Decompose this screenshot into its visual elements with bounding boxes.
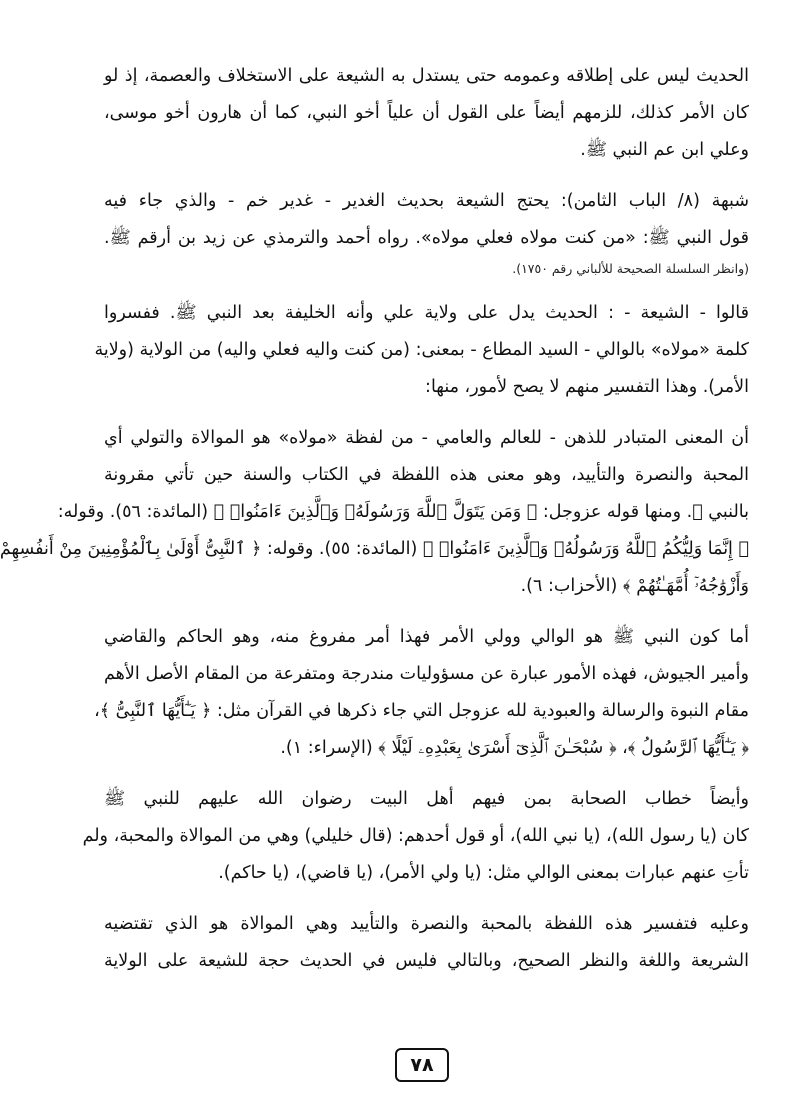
text-line: بالنبي ﷺ. ومنها قوله عزوجل: ﴿ وَمَن يَتَوَلَّ ٱللَّهَ وَرَسُولَهُۥ وَٱلَّذِينَ ءَامَنُوا۟ ﴾ (المائدة: ٥٦). وقوله: bbox=[57, 502, 749, 522]
text-line: ﴿ يَـٰٓأَيُّهَا ٱلرَّسُولُ ﴾، ﴿ سُبْحَـٰنَ ٱلَّذِىٓ أَسْرَىٰ بِعَبْدِهِۦ لَيْلًا ﴾ (الإسراء: ١). bbox=[280, 738, 749, 758]
paragraph-3 bbox=[94, 295, 749, 406]
paragraph-4 bbox=[0, 420, 749, 605]
text-line: كلمة «مولاه» بالوالي - السيد المطاع - بمعنى: (من كنت واليه فعلي واليه) من الولاية (ولاية bbox=[94, 340, 749, 360]
paragraph-2 bbox=[104, 183, 749, 281]
text-line: وعليه فتفسير هذه اللفظة بالمحبة والنصرة والتأييد وهي الموالاة هو الذي تقتضيه bbox=[104, 914, 749, 934]
text-line: وَأَزْوَٰجُهُۥٓ أُمَّهَـٰتُهُمْ ﴾ (الأحزاب: ٦). bbox=[520, 576, 749, 596]
paragraph-6 bbox=[82, 781, 749, 892]
page-number: ٧٨ bbox=[395, 1048, 449, 1082]
text-line: وعلي ابن عم النبي ﷺ. bbox=[580, 140, 749, 160]
text-line: المحبة والنصرة والتأييد، وهو معنى هذه اللفظة في الكتاب والسنة حين تأتي مقرونة bbox=[104, 465, 749, 485]
text-line: الشريعة واللغة والنظر الصحيح، وبالتالي فليس في الحديث حجة للشيعة على الولاية bbox=[104, 951, 749, 971]
paragraph-7 bbox=[104, 906, 749, 980]
text-line: الأمر). وهذا التفسير منهم لا يصح لأمور، منها: bbox=[425, 377, 749, 397]
text-line: وأيضاً خطاب الصحابة بمن فيهم أهل البيت رضوان الله عليهم للنبي ﷺ bbox=[104, 789, 749, 809]
paragraph-5 bbox=[94, 619, 749, 767]
text-line: أن المعنى المتبادر للذهن - للعالم والعامي - من لفظة «مولاه» هو الموالاة والتولي أي bbox=[104, 428, 749, 448]
text-line: الحديث ليس على إطلاقه وعمومه حتى يستدل به الشيعة على الاستخلاف والعصمة، إذ لو bbox=[104, 66, 749, 86]
text-line: كان الأمر كذلك، للزمهم أيضاً على القول أن علياً أخو النبي، كما أن هارون أخو موسى، bbox=[104, 103, 749, 123]
text-line: تأتِ عنهم عبارات بمعنى الوالي مثل: (يا ولي الأمر)، (يا قاضي)، (يا حاكم). bbox=[218, 863, 749, 883]
text-line: شبهة (٨/ الباب الثامن): يحتج الشيعة بحديث الغدير - غدير خم - والذي جاء فيه bbox=[104, 191, 749, 211]
text-line: كان (يا رسول الله)، (يا نبي الله)، أو قول أحدهم: (قال خليلي) وهي من الموالاة والمحبة، ولم bbox=[82, 826, 749, 846]
text-line: وأمير الجيوش، فهذه الأمور عبارة عن مسؤوليات مندرجة ومتفرعة من المقام الأصل الأهم bbox=[104, 664, 749, 684]
text-line: قالوا - الشيعة - : الحديث يدل على ولاية علي وأنه الخليفة بعد النبي ﷺ. ففسروا bbox=[104, 303, 749, 323]
reference-note: (وانظر السلسلة الصحيحة للألباني رقم ١٧٥٠). bbox=[512, 261, 749, 276]
page-body bbox=[0, 58, 749, 980]
text-line: أما كون النبي ﷺ هو الوالي وولي الأمر فهذا أمر مفروغ منه، وهو الحاكم والقاضي bbox=[104, 627, 749, 647]
text-line: مقام النبوة والرسالة والعبودية لله عزوجل التي جاء ذكرها في القرآن مثل: ﴿ يَـٰٓأَيُّهَا ٱلنَّبِىُّ ﴾، bbox=[94, 701, 749, 721]
text-line: قول النبي ﷺ: «من كنت مولاه فعلي مولاه». رواه أحمد والترمذي عن زيد بن أرقم ﷺ. bbox=[104, 228, 749, 248]
text-line: ﴿ إِنَّمَا وَلِيُّكُمُ ٱللَّهُ وَرَسُولُهُۥ وَٱلَّذِينَ ءَامَنُوا۟ ﴾ (المائدة: ٥٥). وقوله: ﴿ ٱلنَّبِىُّ أَوْلَىٰ بِٱلْمُؤْمِنِينَ مِنْ أَنفُسِهِمْ bbox=[0, 539, 749, 559]
paragraph-1 bbox=[104, 58, 749, 169]
